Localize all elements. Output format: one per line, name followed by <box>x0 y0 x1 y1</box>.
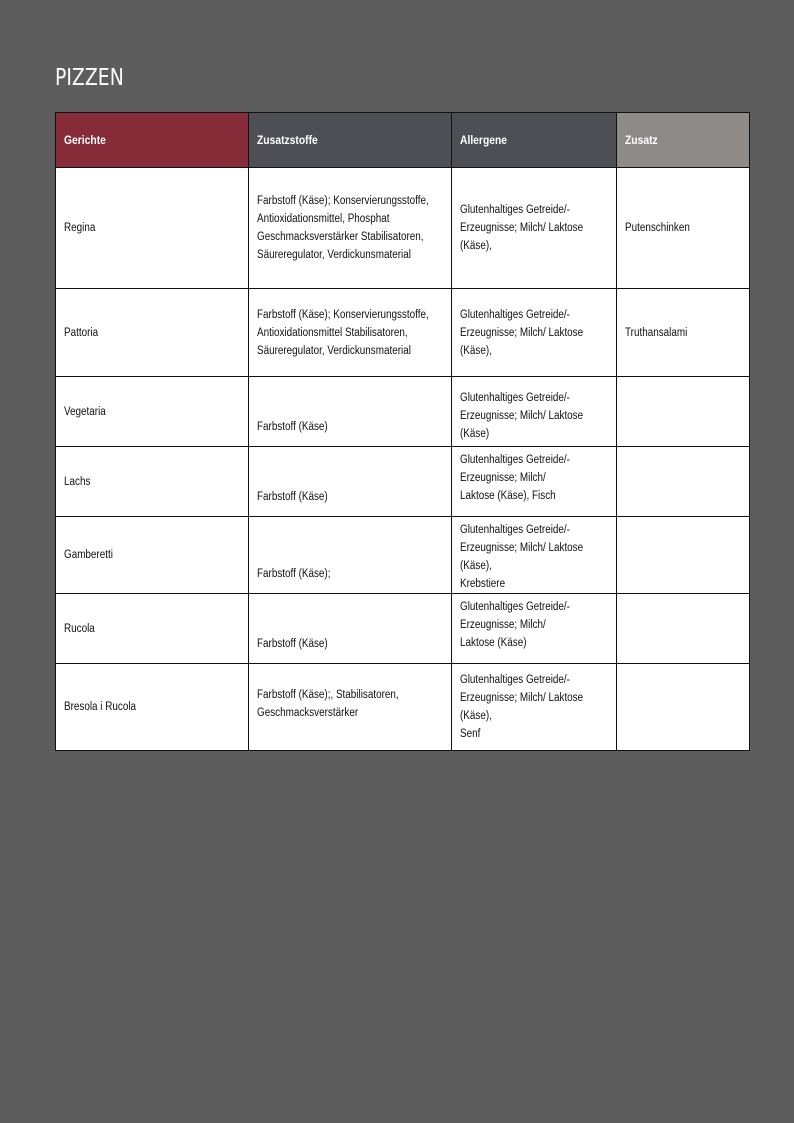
header-zusatzstoffe: Zusatzstoffe <box>249 113 452 168</box>
extra-cell <box>617 517 750 594</box>
allergens-cell: Glutenhaltiges Getreide/- Erzeugnisse; Milch/ Laktose (Käse) <box>452 377 617 447</box>
allergens-cell: Glutenhaltiges Getreide/- Erzeugnisse; Milch/ Laktose (Käse), <box>452 168 617 289</box>
extra-cell: Putenschinken <box>617 168 750 289</box>
allergens-cell: Glutenhaltiges Getreide/- Erzeugnisse; Milch/ Laktose (Käse), Krebstiere <box>452 517 617 594</box>
additives-cell: Farbstoff (Käse) <box>249 447 452 517</box>
extra-cell <box>617 594 750 664</box>
table-row <box>56 377 750 447</box>
allergens-cell: Glutenhaltiges Getreide/- Erzeugnisse; Milch/ Laktose (Käse), <box>452 289 617 377</box>
page-title: PIZZEN <box>55 65 124 91</box>
dish-name-cell: Bresola i Rucola <box>56 664 249 751</box>
additives-cell: Farbstoff (Käse) <box>249 594 452 664</box>
allergens-cell: Glutenhaltiges Getreide/- Erzeugnisse; Milch/ Laktose (Käse) <box>452 594 617 664</box>
additives-cell: Farbstoff (Käse); Konservierungsstoffe, Antioxidationsmittel, Phosphat Geschmacksverstärker Stabilisatoren, Säureregulator, Verdickunsmaterial <box>249 168 452 289</box>
additives-cell: Farbstoff (Käse) <box>249 377 452 447</box>
dish-name-cell: Vegetaria <box>56 377 249 447</box>
extra-cell <box>617 447 750 517</box>
header-zusatz: Zusatz <box>617 113 750 168</box>
allergens-cell: Glutenhaltiges Getreide/- Erzeugnisse; Milch/ Laktose (Käse), Fisch <box>452 447 617 517</box>
allergen-table <box>55 112 750 751</box>
table-row <box>56 517 750 594</box>
dish-name-cell: Gamberetti <box>56 517 249 594</box>
header-allergene: Allergene <box>452 113 617 168</box>
additives-cell: Farbstoff (Käse); Konservierungsstoffe, Antioxidationsmittel Stabilisatoren, Säureregulator, Verdickunsmaterial <box>249 289 452 377</box>
dish-name-cell: Lachs <box>56 447 249 517</box>
extra-cell: Truthansalami <box>617 289 750 377</box>
table-header-row <box>56 113 750 168</box>
allergens-cell: Glutenhaltiges Getreide/- Erzeugnisse; Milch/ Laktose (Käse), Senf <box>452 664 617 751</box>
dish-name-cell: Rucola <box>56 594 249 664</box>
table-row <box>56 594 750 664</box>
header-gerichte: Gerichte <box>56 113 249 168</box>
table-row <box>56 447 750 517</box>
table-row <box>56 664 750 751</box>
table-row <box>56 289 750 377</box>
dish-name-cell: Regina <box>56 168 249 289</box>
extra-cell <box>617 377 750 447</box>
dish-name-cell: Pattoria <box>56 289 249 377</box>
table-row <box>56 168 750 289</box>
extra-cell <box>617 664 750 751</box>
additives-cell: Farbstoff (Käse); <box>249 517 452 594</box>
additives-cell: Farbstoff (Käse);, Stabilisatoren, Geschmacksverstärker <box>249 664 452 751</box>
